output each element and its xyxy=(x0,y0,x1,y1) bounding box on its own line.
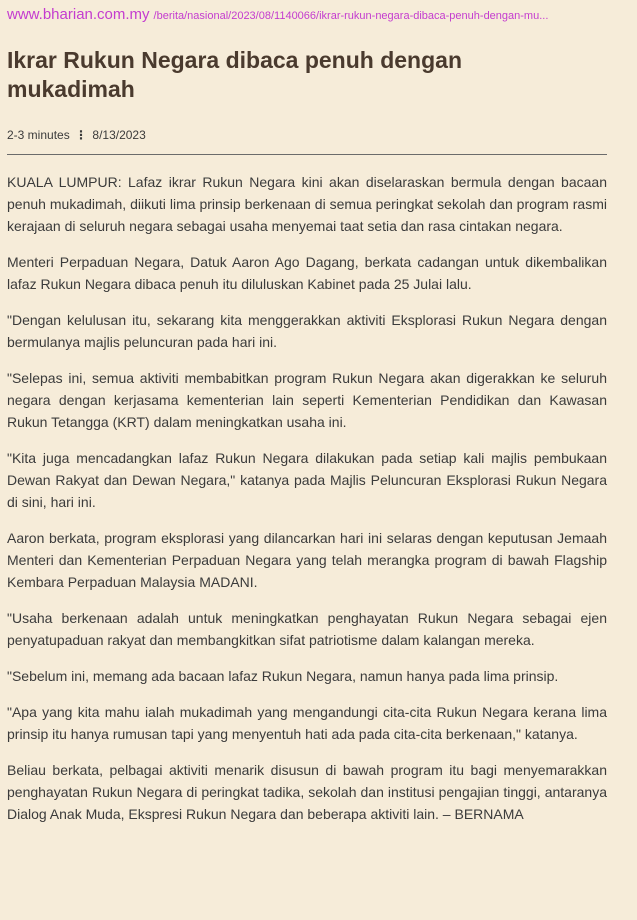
url-domain[interactable]: www.bharian.com.my xyxy=(7,6,150,23)
paragraph: "Selepas ini, semua aktiviti membabitkan program Rukun Negara akan digerakkan ke seluruh negara dengan kerjasama kementerian lain seperti Kementerian Pendidikan dan Kawasan Rukun Tetangga (KRT) dalam meningkatkan usaha ini. xyxy=(7,370,607,430)
meta-separator: ⋮ xyxy=(75,128,88,142)
paragraph: "Apa yang kita mahu ialah mukadimah yang mengandungi cita-cita Rukun Negara kerana lima prinsip itu hanya rumusan tapi yang menyentuh hati ada pada cita-cita berkenaan," katanya. xyxy=(7,704,607,742)
paragraph: Menteri Perpaduan Negara, Datuk Aaron Ago Dagang, berkata cadangan untuk dikembalikan lafaz Rukun Negara dibaca penuh itu diluluskan Kabinet pada 25 Julai lalu. xyxy=(7,254,607,292)
paragraph: Beliau berkata, pelbagai aktiviti menarik disusun di bawah program itu bagi menyemarakkan penghayatan Rukun Negara di peringkat tadika, sekolah dan institusi pengajian tinggi, antaranya Dialog Anak Muda, Ekspresi Rukun Negara dan beberapa aktiviti lain. – BERNAMA xyxy=(7,762,607,822)
paragraph: Aaron berkata, program eksplorasi yang dilancarkan hari ini selaras dengan keputusan Jemaah Menteri dan Kementerian Perpaduan Negara yang telah merangka program di bawah Flagship Kembara Perpaduan Malaysia MADANI. xyxy=(7,530,607,590)
article-title: Ikrar Rukun Negara dibaca penuh dengan mukadimah xyxy=(7,47,462,102)
paragraph: KUALA LUMPUR: Lafaz ikrar Rukun Negara kini akan diselaraskan bermula dengan bacaan penuh mukadimah, diikuti lima prinsip berkenaan di semua peringkat sekolah dan program rasmi kerajaan di seluruh negara sebagai usaha menyemai taat setia dan rasa cintakan negara. xyxy=(7,174,607,234)
publish-date: 8/13/2023 xyxy=(92,128,146,142)
article-body xyxy=(7,171,607,839)
article-meta xyxy=(7,127,146,143)
paragraph: "Kita juga mencadangkan lafaz Rukun Negara dilakukan pada setiap kali majlis pembukaan Dewan Rakyat dan Dewan Negara," katanya pada Majlis Peluncuran Eksplorasi Rukun Negara di sini, hari ini. xyxy=(7,450,607,510)
read-time: 2-3 minutes xyxy=(7,128,70,142)
paragraph: "Sebelum ini, memang ada bacaan lafaz Rukun Negara, namun hanya pada lima prinsip. xyxy=(7,668,559,684)
paragraph: "Usaha berkenaan adalah untuk meningkatkan penghayatan Rukun Negara sebagai ejen penyatupaduan rakyat dan membangkitkan sifat patriotisme dalam kalangan mereka. xyxy=(7,610,607,648)
url-path[interactable]: /berita/nasional/2023/08/1140066/ikrar-rukun-negara-dibaca-penuh-dengan-mu... xyxy=(153,10,549,22)
header-divider xyxy=(7,154,607,155)
url-bar[interactable] xyxy=(7,5,607,26)
paragraph: "Dengan kelulusan itu, sekarang kita menggerakkan aktiviti Eksplorasi Rukun Negara dengan bermulanya majlis peluncuran pada hari ini. xyxy=(7,312,607,350)
